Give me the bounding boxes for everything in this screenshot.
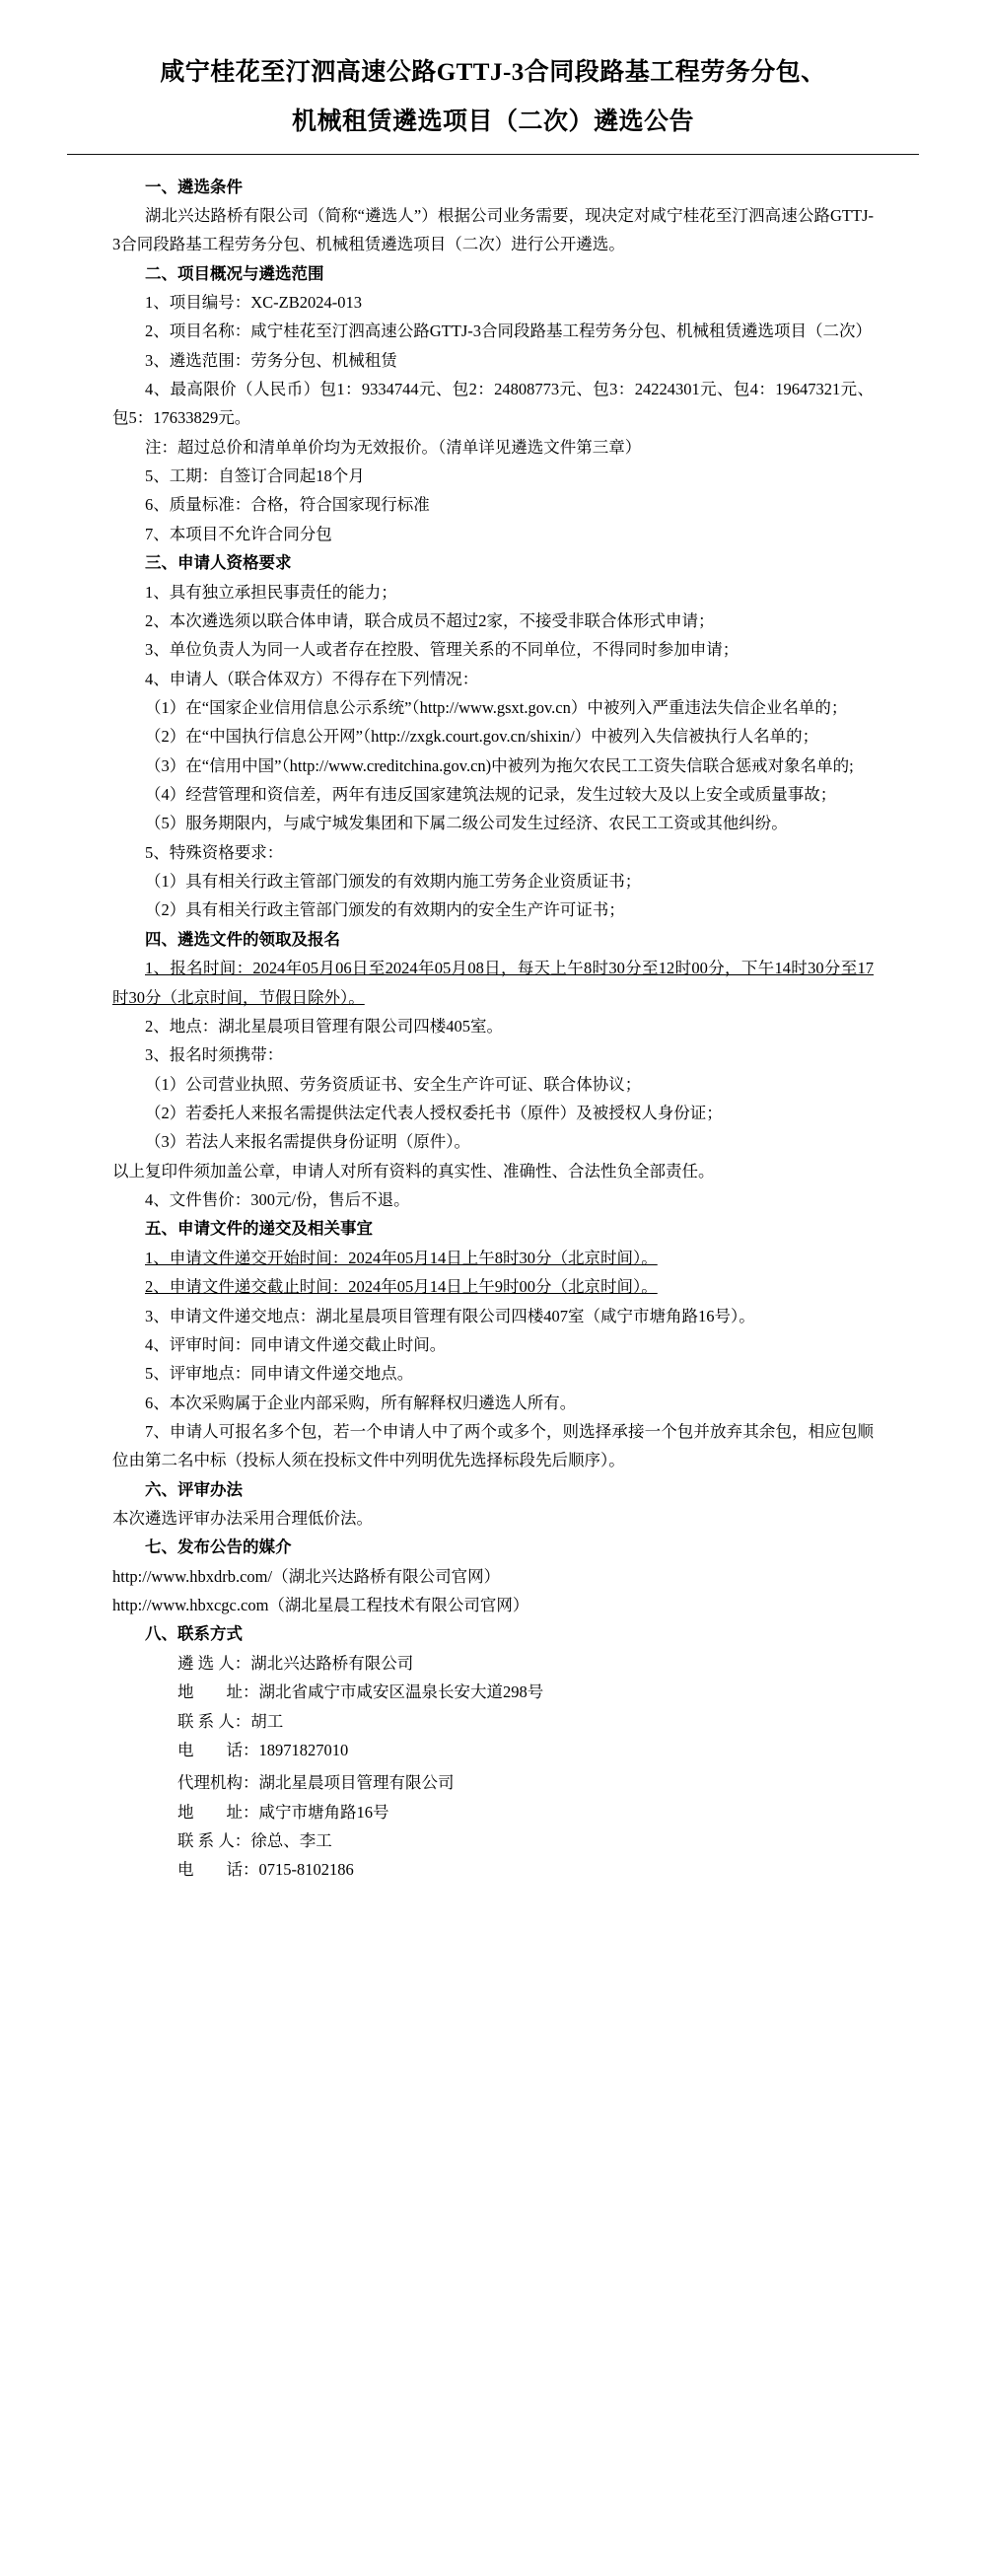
section-paragraph: 1、具有独立承担民事责任的能力；	[145, 582, 397, 602]
contact-row	[112, 1826, 874, 1855]
section-paragraph: （3）若法人来报名需提供身份证明（原件）。	[145, 1132, 470, 1152]
contact-label: 地 址：	[177, 1802, 259, 1822]
section-paragraph: 4、文件售价：300元/份，售后不退。	[145, 1190, 410, 1210]
section-heading: 六、评审办法	[145, 1479, 243, 1499]
section-heading: 二、项目概况与遴选范围	[145, 263, 324, 283]
announcement-url-1: http://www.hbxdrb.com/（湖北兴达路桥有限公司官网）	[112, 1566, 501, 1586]
section-paragraph: 4、申请人（联合体双方）不得存在下列情况：	[145, 669, 479, 688]
section-paragraph: 湖北兴达路桥有限公司（简称“遴选人”）根据公司业务需要，现决定对咸宁桂花至汀泗高速公路GTTJ-3合同段路基工程劳务分包、机械租赁遴选项目（二次）进行公开遴选。	[112, 205, 874, 254]
contact-row	[112, 1707, 874, 1736]
section-paragraph: （1）具有相关行政主管部门颁发的有效期内施工劳务企业资质证书；	[145, 872, 642, 892]
document-title-line-2: 机械租赁遴选项目（二次）遴选公告	[291, 107, 694, 135]
section-paragraph: 3、报名时须携带：	[145, 1045, 284, 1065]
contact-value: 咸宁市塘角路16号	[258, 1802, 389, 1822]
section-eligibility	[112, 173, 874, 259]
contact-label: 电 话：	[177, 1860, 259, 1880]
section-submission	[112, 1214, 874, 1474]
contact-label: 联 系 人：	[177, 1711, 251, 1731]
contact-row	[112, 1798, 874, 1826]
section-paragraph: 6、本次采购属于企业内部采购，所有解释权归遴选人所有。	[145, 1393, 577, 1412]
section-paragraph: 5、评审地点：同申请文件递交地点。	[145, 1364, 414, 1384]
contact-row	[112, 1855, 874, 1884]
section-paragraph: 5、特殊资格要求：	[145, 842, 284, 862]
section-document-collection	[112, 925, 874, 1215]
section-paragraph: 1、报名时间：2024年05月06日至2024年05月08日，每天上午8时30分至12时00分，下午14时30分至17时30分（北京时间，节假日除外）。	[112, 959, 874, 1007]
contact-label: 代理机构：	[177, 1773, 259, 1793]
section-paragraph: 2、本次遴选须以联合体申请，联合成员不超过2家，不接受非联合体形式申请；	[145, 610, 715, 630]
section-paragraph: （5）服务期限内，与咸宁城发集团和下属二级公司发生过经济、农民工工资或其他纠纷。	[145, 814, 788, 833]
section-paragraph: 3、遴选范围：劳务分包、机械租赁	[145, 350, 397, 370]
document-title	[67, 51, 919, 144]
section-paragraph: （2）具有相关行政主管部门颁发的有效期内的安全生产许可证书；	[145, 900, 625, 920]
section-paragraph: （4）经营管理和资信差，两年有违反国家建筑法规的记录，发生过较大及以上安全或质量事故；	[145, 785, 837, 805]
section-paragraph: 6、质量标准：合格，符合国家现行标准	[145, 495, 430, 515]
contact-value: 18971827010	[258, 1740, 349, 1759]
document-title-line-1: 咸宁桂花至汀泗高速公路GTTJ-3合同段路基工程劳务分包、	[160, 59, 826, 86]
section-paragraph: 5、工期：自签订合同起18个月	[145, 466, 365, 486]
contact-label: 地 址：	[177, 1682, 259, 1702]
contact-value: 胡工	[250, 1711, 284, 1731]
title-divider	[67, 154, 919, 155]
announcement-url-2: http://www.hbxcgc.com（湖北星晨工程技术有限公司官网）	[112, 1596, 529, 1615]
contact-value: 湖北星晨项目管理有限公司	[258, 1773, 455, 1793]
contact-value: 徐总、李工	[250, 1830, 332, 1850]
section-heading: 一、遴选条件	[145, 177, 243, 196]
contact-row	[112, 1768, 874, 1797]
section-paragraph: （1）公司营业执照、劳务资质证书、安全生产许可证、联合体协议；	[145, 1074, 642, 1094]
section-paragraph: 以上复印件须加盖公章，申请人对所有资料的真实性、准确性、合法性负全部责任。	[112, 1161, 715, 1181]
section-paragraph: 本次遴选评审办法采用合理低价法。	[112, 1509, 373, 1529]
contact-row	[112, 1678, 874, 1706]
section-paragraph: 4、评审时间：同申请文件递交截止时间。	[145, 1334, 447, 1354]
section-paragraph: 2、申请文件递交截止时间：2024年05月14日上午9时00分（北京时间）。	[145, 1277, 658, 1297]
contact-row	[112, 1736, 874, 1764]
section-heading: 七、发布公告的媒介	[145, 1538, 292, 1557]
section-review-method	[112, 1475, 874, 1534]
section-contact	[112, 1619, 874, 1884]
section-paragraph: 2、地点：湖北星晨项目管理有限公司四楼405室。	[145, 1016, 503, 1036]
contact-value: 湖北兴达路桥有限公司	[250, 1653, 414, 1673]
section-paragraph: 4、最高限价（人民币）包1：9334744元、包2：24808773元、包3：24224301元、包4：19647321元、包5：17633829元。	[112, 380, 874, 428]
document-body	[67, 173, 919, 1885]
contact-label: 联 系 人：	[177, 1830, 251, 1850]
contact-label: 电 话：	[177, 1740, 259, 1759]
section-paragraph: 3、申请文件递交地点：湖北星晨项目管理有限公司四楼407室（咸宁市塘角路16号）。	[145, 1306, 755, 1325]
section-qualification	[112, 548, 874, 925]
contact-value: 0715-8102186	[258, 1860, 354, 1880]
section-paragraph: 注：超过总价和清单单价均为无效报价。（清单详见遴选文件第三章）	[145, 437, 642, 457]
section-paragraph: （3）在“信用中国”（http://www.creditchina.gov.cn)中被列为拖欠农民工工资失信联合惩戒对象名单的;	[145, 755, 854, 775]
section-paragraph: 1、项目编号：XC-ZB2024-013	[145, 292, 362, 312]
section-heading: 八、联系方式	[145, 1624, 243, 1644]
section-paragraph: 7、申请人可报名多个包，若一个申请人中了两个或多个，则选择承接一个包并放弃其余包，相应包顺位由第二名中标（投标人须在投标文件中列明优先选择标段先后顺序）。	[112, 1421, 874, 1470]
section-project-overview	[112, 259, 874, 549]
section-heading: 三、申请人资格要求	[145, 553, 292, 573]
section-paragraph: （2）在“中国执行信息公开网”（http://zxgk.court.gov.cn/shixin/）中被列入失信被执行人名单的；	[145, 727, 819, 747]
section-paragraph: 7、本项目不允许合同分包	[145, 524, 332, 543]
contact-row	[112, 1649, 874, 1678]
section-paragraph: 3、单位负责人为同一人或者存在控股、管理关系的不同单位，不得同时参加申请；	[145, 640, 740, 660]
section-paragraph: （1）在“国家企业信用信息公示系统”（http://www.gsxt.gov.cn）中被列入严重违法失信企业名单的；	[145, 697, 848, 717]
section-paragraph: 2、项目名称：咸宁桂花至汀泗高速公路GTTJ-3合同段路基工程劳务分包、机械租赁遴选项目（二次）	[145, 322, 872, 341]
contact-value: 湖北省咸宁市咸安区温泉长安大道298号	[258, 1682, 544, 1702]
section-paragraph: （2）若委托人来报名需提供法定代表人授权委托书（原件）及被授权人身份证；	[145, 1104, 723, 1122]
section-heading: 四、遴选文件的领取及报名	[145, 929, 340, 949]
section-heading: 五、申请文件的递交及相关事宜	[145, 1219, 373, 1239]
section-paragraph: 1、申请文件递交开始时间：2024年05月14日上午8时30分（北京时间）。	[145, 1248, 658, 1267]
section-announcement-media	[112, 1533, 874, 1619]
contact-label: 遴 选 人：	[177, 1653, 251, 1673]
